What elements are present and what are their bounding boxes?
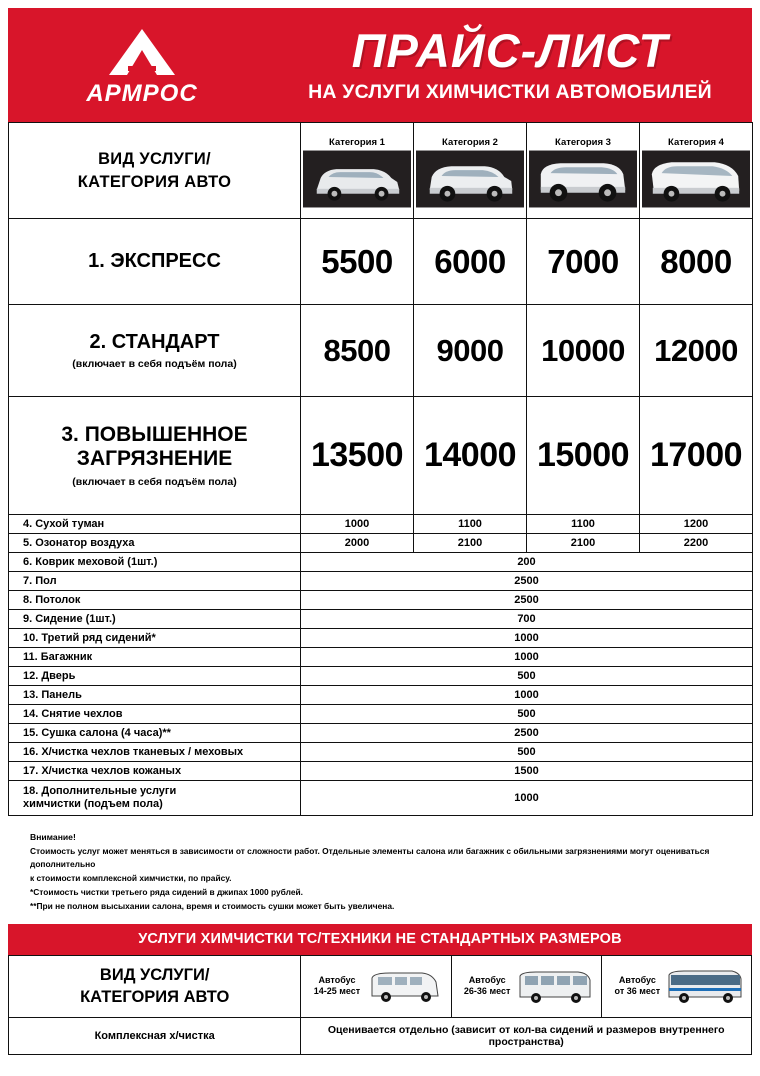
table-row (9, 591, 753, 610)
service-name (9, 781, 301, 816)
table-row (9, 1017, 752, 1054)
price-cell: 1100 (527, 515, 640, 534)
minivan-icon (642, 150, 750, 208)
category-3-header (527, 123, 640, 219)
table-row (9, 667, 753, 686)
service-column-header (9, 955, 301, 1017)
notice-line-2: к стоимости комплексной химчистки, по прайсу. (30, 873, 232, 884)
minibus-icon (366, 966, 444, 1006)
service-number: 1. (88, 249, 105, 272)
footer-section-title: УСЛУГИ ХИМЧИСТКИ ТС/ТЕХНИКИ НЕ СТАНДАРТНЫХ РАЗМЕРОВ (8, 924, 752, 955)
bus-category-2-label (458, 975, 516, 998)
notice-line-1: Стоимость услуг может меняться в зависимости от сложности работ. Отдельные элементы салона или багажник с обильными загрязнениями могут оцениваться дополнительно (30, 845, 710, 870)
table-row (9, 686, 753, 705)
service-header-line2: КАТЕГОРИЯ АВТО (80, 988, 230, 1007)
armros-logo-icon (103, 26, 181, 78)
table-row (9, 534, 753, 553)
price-cell: 2200 (640, 534, 753, 553)
price-cell: 700 (301, 610, 753, 629)
price-cell: 500 (301, 705, 753, 724)
price-cell: 2100 (527, 534, 640, 553)
service-name (9, 397, 301, 515)
brand-name: АРМРОС (86, 80, 198, 107)
service-name: 14. Снятие чехлов (9, 705, 301, 724)
notice-title: Внимание! (30, 832, 76, 843)
price-cell: 15000 (527, 397, 640, 515)
price-cell: 8500 (301, 305, 414, 397)
service-name: 17. Х/чистка чехлов кожаных (9, 762, 301, 781)
service-name (9, 305, 301, 397)
notice-line-4: **При не полном высыхании салона, время и стоимость сушки может быть увеличена. (30, 900, 395, 911)
table-row (9, 705, 753, 724)
price-cell: 2000 (301, 534, 414, 553)
bus-category-1-header (301, 955, 451, 1017)
price-cell: 13500 (301, 397, 414, 515)
label-line1: Автобус (318, 975, 356, 986)
midibus-icon (516, 966, 594, 1006)
price-cell: 6000 (414, 219, 527, 305)
service-name: 4. Сухой туман (9, 515, 301, 534)
table-row (9, 610, 753, 629)
bus-category-3-header (601, 955, 751, 1017)
service-name: 16. Х/чистка чехлов тканевых / меховых (9, 743, 301, 762)
table-row (9, 305, 753, 397)
table-row (9, 648, 753, 667)
brand-logo (8, 8, 276, 122)
service-label: ПОВЫШЕННОЕ (84, 422, 248, 446)
notice-line-3: *Стоимость чистки третьего ряда сидений в джипах 1000 рублей. (30, 887, 303, 898)
category-2-header (414, 123, 527, 219)
page-header (8, 8, 752, 122)
price-cell: 1000 (301, 515, 414, 534)
table-header-row (9, 955, 752, 1017)
label-line1: Автобус (468, 975, 506, 986)
table-row (9, 781, 753, 816)
page-title: ПРАЙС-ЛИСТ (351, 23, 669, 77)
category-1-label: Категория 1 (329, 136, 385, 148)
price-cell: 1000 (301, 781, 753, 816)
service-name: 10. Третий ряд сидений* (9, 629, 301, 648)
service-name: 9. Сидение (1шт.) (9, 610, 301, 629)
category-1-header (301, 123, 414, 219)
service-header-line2: КАТЕГОРИЯ АВТО (77, 172, 232, 191)
service-name: 8. Потолок (9, 591, 301, 610)
category-3-label: Категория 3 (555, 136, 611, 148)
category-4-label: Категория 4 (668, 136, 724, 148)
label-line2: от 36 мест (614, 986, 661, 997)
category-4-header (640, 123, 753, 219)
price-cell: 5500 (301, 219, 414, 305)
bus-category-2-header (451, 955, 601, 1017)
price-cell: 2500 (301, 724, 753, 743)
table-row (9, 219, 753, 305)
price-cell: 1500 (301, 762, 753, 781)
table-row (9, 553, 753, 572)
price-cell: 200 (301, 553, 753, 572)
service-name: 11. Багажник (9, 648, 301, 667)
table-header-row (9, 123, 753, 219)
table-row (9, 743, 753, 762)
price-cell: 1100 (414, 515, 527, 534)
category-2-label: Категория 2 (442, 136, 498, 148)
service-number: 3. (61, 422, 79, 446)
price-cell: 14000 (414, 397, 527, 515)
service-name: 5. Озонатор воздуха (9, 534, 301, 553)
service-header-line1: ВИД УСЛУГИ/ (98, 150, 211, 169)
service-header-line1: ВИД УСЛУГИ/ (99, 966, 210, 985)
label-line2: 14-25 мест (313, 986, 361, 997)
price-cell: 1000 (301, 648, 753, 667)
price-cell: 1000 (301, 629, 753, 648)
price-cell: 8000 (640, 219, 753, 305)
suv-icon (529, 150, 637, 208)
oversize-table (8, 955, 752, 1055)
service-note: (включает в себя подъём пола) (72, 476, 237, 489)
price-cell: 9000 (414, 305, 527, 397)
price-cell: 2500 (301, 591, 753, 610)
table-row (9, 397, 753, 515)
coach-icon (666, 966, 744, 1006)
service-label: 18. Дополнительные услуги (23, 785, 177, 797)
price-cell: 500 (301, 667, 753, 686)
price-cell: 2500 (301, 572, 753, 591)
table-row (9, 724, 753, 743)
bus-category-1-label (308, 975, 366, 998)
page-subtitle: НА УСЛУГИ ХИМЧИСТКИ АВТОМОБИЛЕЙ (308, 80, 712, 103)
price-cell: 1200 (640, 515, 753, 534)
price-cell: 17000 (640, 397, 753, 515)
service-label: СТАНДАРТ (111, 330, 220, 353)
label-line1: Автобус (618, 975, 656, 986)
price-cell: 12000 (640, 305, 753, 397)
price-cell: 1000 (301, 686, 753, 705)
service-label-line2: ЗАГРЯЗНЕНИЕ (76, 447, 233, 471)
sedan-icon (303, 150, 411, 208)
price-cell: 2100 (414, 534, 527, 553)
price-cell: 10000 (527, 305, 640, 397)
service-name: 13. Панель (9, 686, 301, 705)
notice-block (8, 816, 752, 923)
table-row (9, 515, 753, 534)
service-name: 12. Дверь (9, 667, 301, 686)
price-cell: Оценивается отдельно (зависит от кол-ва сидений и размеров внутреннего пространства) (301, 1017, 752, 1054)
table-row (9, 572, 753, 591)
service-name (9, 219, 301, 305)
label-line2: 26-36 мест (463, 986, 511, 997)
service-note: (включает в себя подъём пола) (72, 358, 237, 371)
service-column-header (9, 123, 301, 219)
header-titles (276, 8, 752, 122)
price-cell: 7000 (527, 219, 640, 305)
service-name: 6. Коврик меховой (1шт.) (9, 553, 301, 572)
table-row (9, 629, 753, 648)
service-name: Комплексная х/чистка (9, 1017, 301, 1054)
service-number: 2. (89, 330, 107, 353)
crossover-icon (416, 150, 524, 208)
service-label: ЭКСПРЕСС (110, 249, 221, 272)
service-name: 15. Сушка салона (4 часа)** (9, 724, 301, 743)
price-table (8, 122, 753, 816)
service-label-line2: химчистки (подъем пола) (23, 798, 163, 811)
price-cell: 500 (301, 743, 753, 762)
bus-category-3-label (608, 975, 666, 998)
service-name: 7. Пол (9, 572, 301, 591)
table-row (9, 762, 753, 781)
